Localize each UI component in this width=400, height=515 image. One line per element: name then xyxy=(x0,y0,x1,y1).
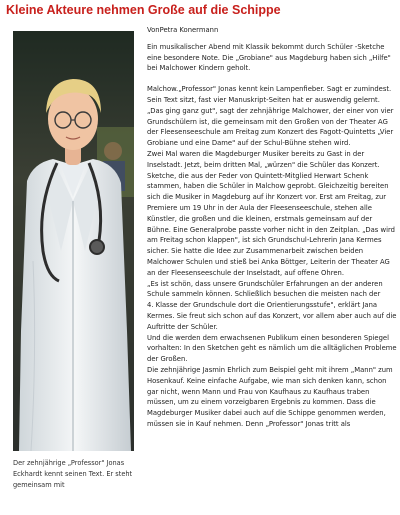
article-headline: Kleine Akteure nehmen Große auf die Schippe xyxy=(6,3,281,17)
article-paragraph: 4. Klasse der Grundschule dort die Orientierungsstufe", erklärt Jana Kermes. Sie freut sich schon auf das Konzert, vor allem aber auch auf die Auftritte der Schüler. xyxy=(147,301,397,331)
article-paragraph: Und die werden dem erwachsenen Publikum einen besonderen Spiegel vorhalten: In den Sketchen geht es nämlich um die alltäglichen Probleme der Großen. xyxy=(147,333,397,364)
article-paragraph: Zwei Mal waren die Magdeburger Musiker bereits zu Gast in der Inselstadt. Jetzt, beim dritten Mal, „würzen" die Schüler das Konzert. Sketche, die aus der Feder von Quintett-Mitglied Herwart Schenk stammen, haben die Schüler in Malchow geprobt. Gleichzeitig bereiten sich die Musiker in Magdeburg auf ihr Konzert vor. Erst am Freitag, zur Premiere um 19 Uhr in der Aula der Fleesenseeschule, stehen alle Künstler, die großen und die kleinen, erstmals gemeinsam auf der Bühne. Eine Generalprobe passte vorher nicht in den Zeitplan. „Das wird am Freitag schon klappen", ist sich Grundschul-Lehrerin Jana Kermes sicher. Sie hatte die Idee zur Zusammenarbeit zwischen beiden Malchower Schulen und stieß bei Anka Böttger, Leiterin der Theater AG an der Fleesenseeschule der Inselstadt, auf offene Ohren. xyxy=(147,149,395,277)
article-paragraph: Die zehnjährige Jasmin Ehrlich zum Beispiel geht mit ihrem „Mann" zum Hosenkauf. Keine einfache Aufgabe, wie man sich denken kann, schon gar nicht, wenn Mann und Frau von Kaufhaus zu Kaufhaus traben müssen, um zu einem vorzeigbaren Ergebnis zu kommen. Dass die Magdeburger Musiker dabei auch auf die Schippe genommen werden, müssen sie in Kauf nehmen. Denn „Professor" Jonas tritt als xyxy=(147,365,393,428)
article-intro: Ein musikalischer Abend mit Klassik bekommt durch Schüler -Sketche eine besondere Note. Die „Grobiane" aus Magdeburg haben sich „Hilfe" bei Malchower Kindern geholt. xyxy=(147,42,391,73)
photo-caption: Der zehnjährige „Professor" Jonas Eckhardt kennt seinen Text. Er steht gemeinsam mit xyxy=(13,459,133,489)
child-in-lab-coat-image xyxy=(13,31,134,451)
article-body xyxy=(147,25,397,430)
article-paragraph: Malchow.„Professor" Jonas kennt kein Lampenfieber. Sagt er zumindest. Sein Text sitzt, fast vier Manuskript-Seiten hat er auswendig gelernt. „Das ging ganz gut", sagt der zehnjährige Malchower, der einer von vier Grundschülern ist, die gemeinsam mit den Großen von der Theater AG der Fleesenseeschule am Freitag zum Konzert des Fagott-Quintetts „Vier Grobiane und eine Dame" auf der Schul-Bühne stehen wird. xyxy=(147,85,394,148)
article-byline: VonPetra Konermann xyxy=(147,26,219,34)
article-photo xyxy=(13,31,134,451)
article-paragraph: „Es ist schön, dass unsere Grundschüler Erfahrungen an der anderen Schule sammeln können. Schließlich besuchen die meisten nach der xyxy=(147,279,383,299)
